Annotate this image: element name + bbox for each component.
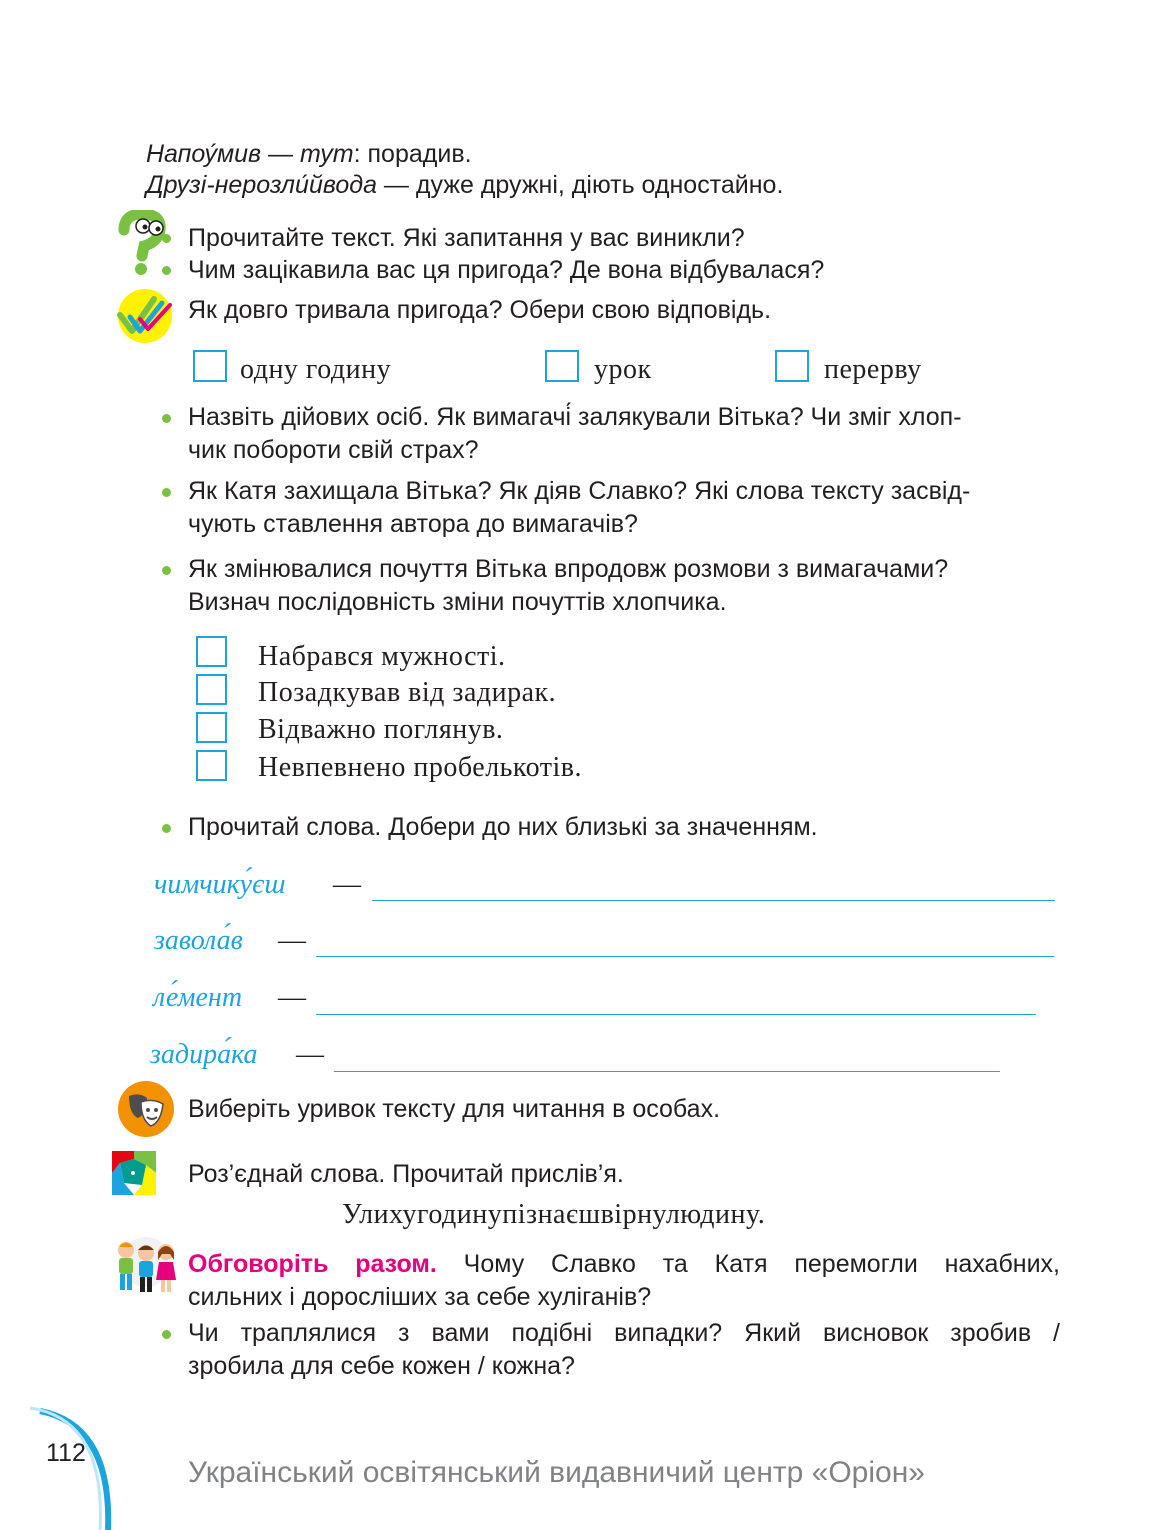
- bullet: [162, 566, 171, 575]
- discuss-line-1: Обговоріть разом. Чому Славко та Катя перемогли нахабних,: [188, 1250, 1060, 1278]
- option-label: одну годину: [240, 354, 392, 385]
- question-5-line-1: Як Катя захищала Вітька? Як діяв Славко? Які слова тексту засвід-: [188, 477, 971, 505]
- question-1: Прочитайте текст. Які запитання у вас виникли?: [188, 224, 745, 252]
- sequence-box[interactable]: [196, 712, 227, 743]
- option-checkbox[interactable]: [545, 350, 579, 382]
- sequence-item: Невпевнено пробелькотів.: [258, 752, 582, 783]
- question-5-line-2: чують ставлення автора до вимагачів?: [188, 510, 638, 538]
- vocab-dash: —: [278, 925, 306, 956]
- bullet: [162, 1330, 171, 1339]
- question-4-line-2: чик побороти свій страх?: [188, 436, 479, 464]
- children-icon: [110, 1236, 182, 1298]
- bullet: [162, 234, 171, 243]
- vocab-word: задира́ка: [150, 1039, 258, 1070]
- option-label: перерву: [824, 354, 922, 385]
- puzzle-squares-icon: [112, 1151, 156, 1195]
- bullet: [162, 488, 171, 497]
- proverb: Улихугодинупізнаєшвірнулюдину.: [342, 1199, 766, 1230]
- sequence-item: Відважно поглянув.: [258, 714, 504, 745]
- vocab-word: завола́в: [154, 925, 243, 956]
- question-7: Прочитай слова. Добери до них близькі за значенням.: [188, 813, 818, 841]
- discuss-lead: Обговоріть разом.: [188, 1250, 437, 1278]
- bullet: [162, 824, 171, 833]
- task-roles: Виберіть уривок тексту для читання в особах.: [188, 1095, 721, 1123]
- option-checkbox[interactable]: [775, 350, 809, 382]
- answer-line[interactable]: [372, 900, 1055, 901]
- checkmark-icon: [114, 287, 176, 345]
- question-6-line-1: Як змінювалися почуття Вітька впродовж розмови з вимагачами?: [188, 555, 949, 583]
- bullet: [162, 266, 171, 275]
- vocab-dash: —: [333, 869, 361, 900]
- answer-line[interactable]: [316, 956, 1054, 957]
- answer-line[interactable]: [334, 1071, 1000, 1072]
- sequence-item: Набрався мужності.: [258, 641, 506, 672]
- publisher: Український освітянський видавничий центр «Оріон»: [188, 1456, 925, 1489]
- vocab-word: чимчику́єш: [154, 869, 286, 900]
- sequence-box[interactable]: [196, 674, 227, 705]
- theater-masks-icon: [117, 1080, 175, 1138]
- glossary-line-2: Друзі-нерозли́йвода — дуже дружні, діють одностайно.: [146, 171, 784, 199]
- sequence-item: Позадкував від задирак.: [258, 677, 557, 708]
- question-3: Як довго тривала пригода? Обери свою відповідь.: [188, 296, 772, 324]
- vocab-dash: —: [278, 982, 306, 1013]
- glossary-note: тут: [300, 140, 354, 168]
- task-split: Роз’єднай слова. Прочитай прислів’я.: [188, 1160, 624, 1188]
- bullet: [162, 414, 171, 423]
- sequence-box[interactable]: [196, 636, 227, 667]
- page-number: 112: [46, 1439, 86, 1467]
- sequence-box[interactable]: [196, 750, 227, 781]
- question-2: Чим зацікавила вас ця пригода? Де вона відбувалася?: [188, 256, 825, 284]
- discuss-bullet-line-1: Чи траплялися з вами подібні випадки? Який висновок зробив /: [188, 1319, 1060, 1347]
- discuss-line-2: сильних і дорослiших за себе хуліганів?: [188, 1283, 652, 1311]
- option-checkbox[interactable]: [193, 350, 227, 382]
- option-label: урок: [594, 354, 652, 385]
- answer-line[interactable]: [316, 1014, 1036, 1015]
- vocab-word: ле́мент: [153, 982, 243, 1013]
- discuss-bullet-line-2: зробила для себе кожен / кожна?: [188, 1352, 575, 1380]
- question-6-line-2: Визнач послідовність зміни почуттів хлопчика.: [188, 588, 727, 616]
- glossary-term: Друзі-нерозли́йвода: [146, 171, 377, 199]
- vocab-dash: —: [296, 1039, 324, 1070]
- glossary-term: Напоу́мив: [146, 140, 262, 168]
- question-4-line-1: Назвіть дійових осіб. Як вимагачі́ залякували Вітька? Чи зміг хлоп-: [188, 403, 962, 431]
- glossary-line-1: Напоу́мив — тут: порадив.: [146, 140, 472, 168]
